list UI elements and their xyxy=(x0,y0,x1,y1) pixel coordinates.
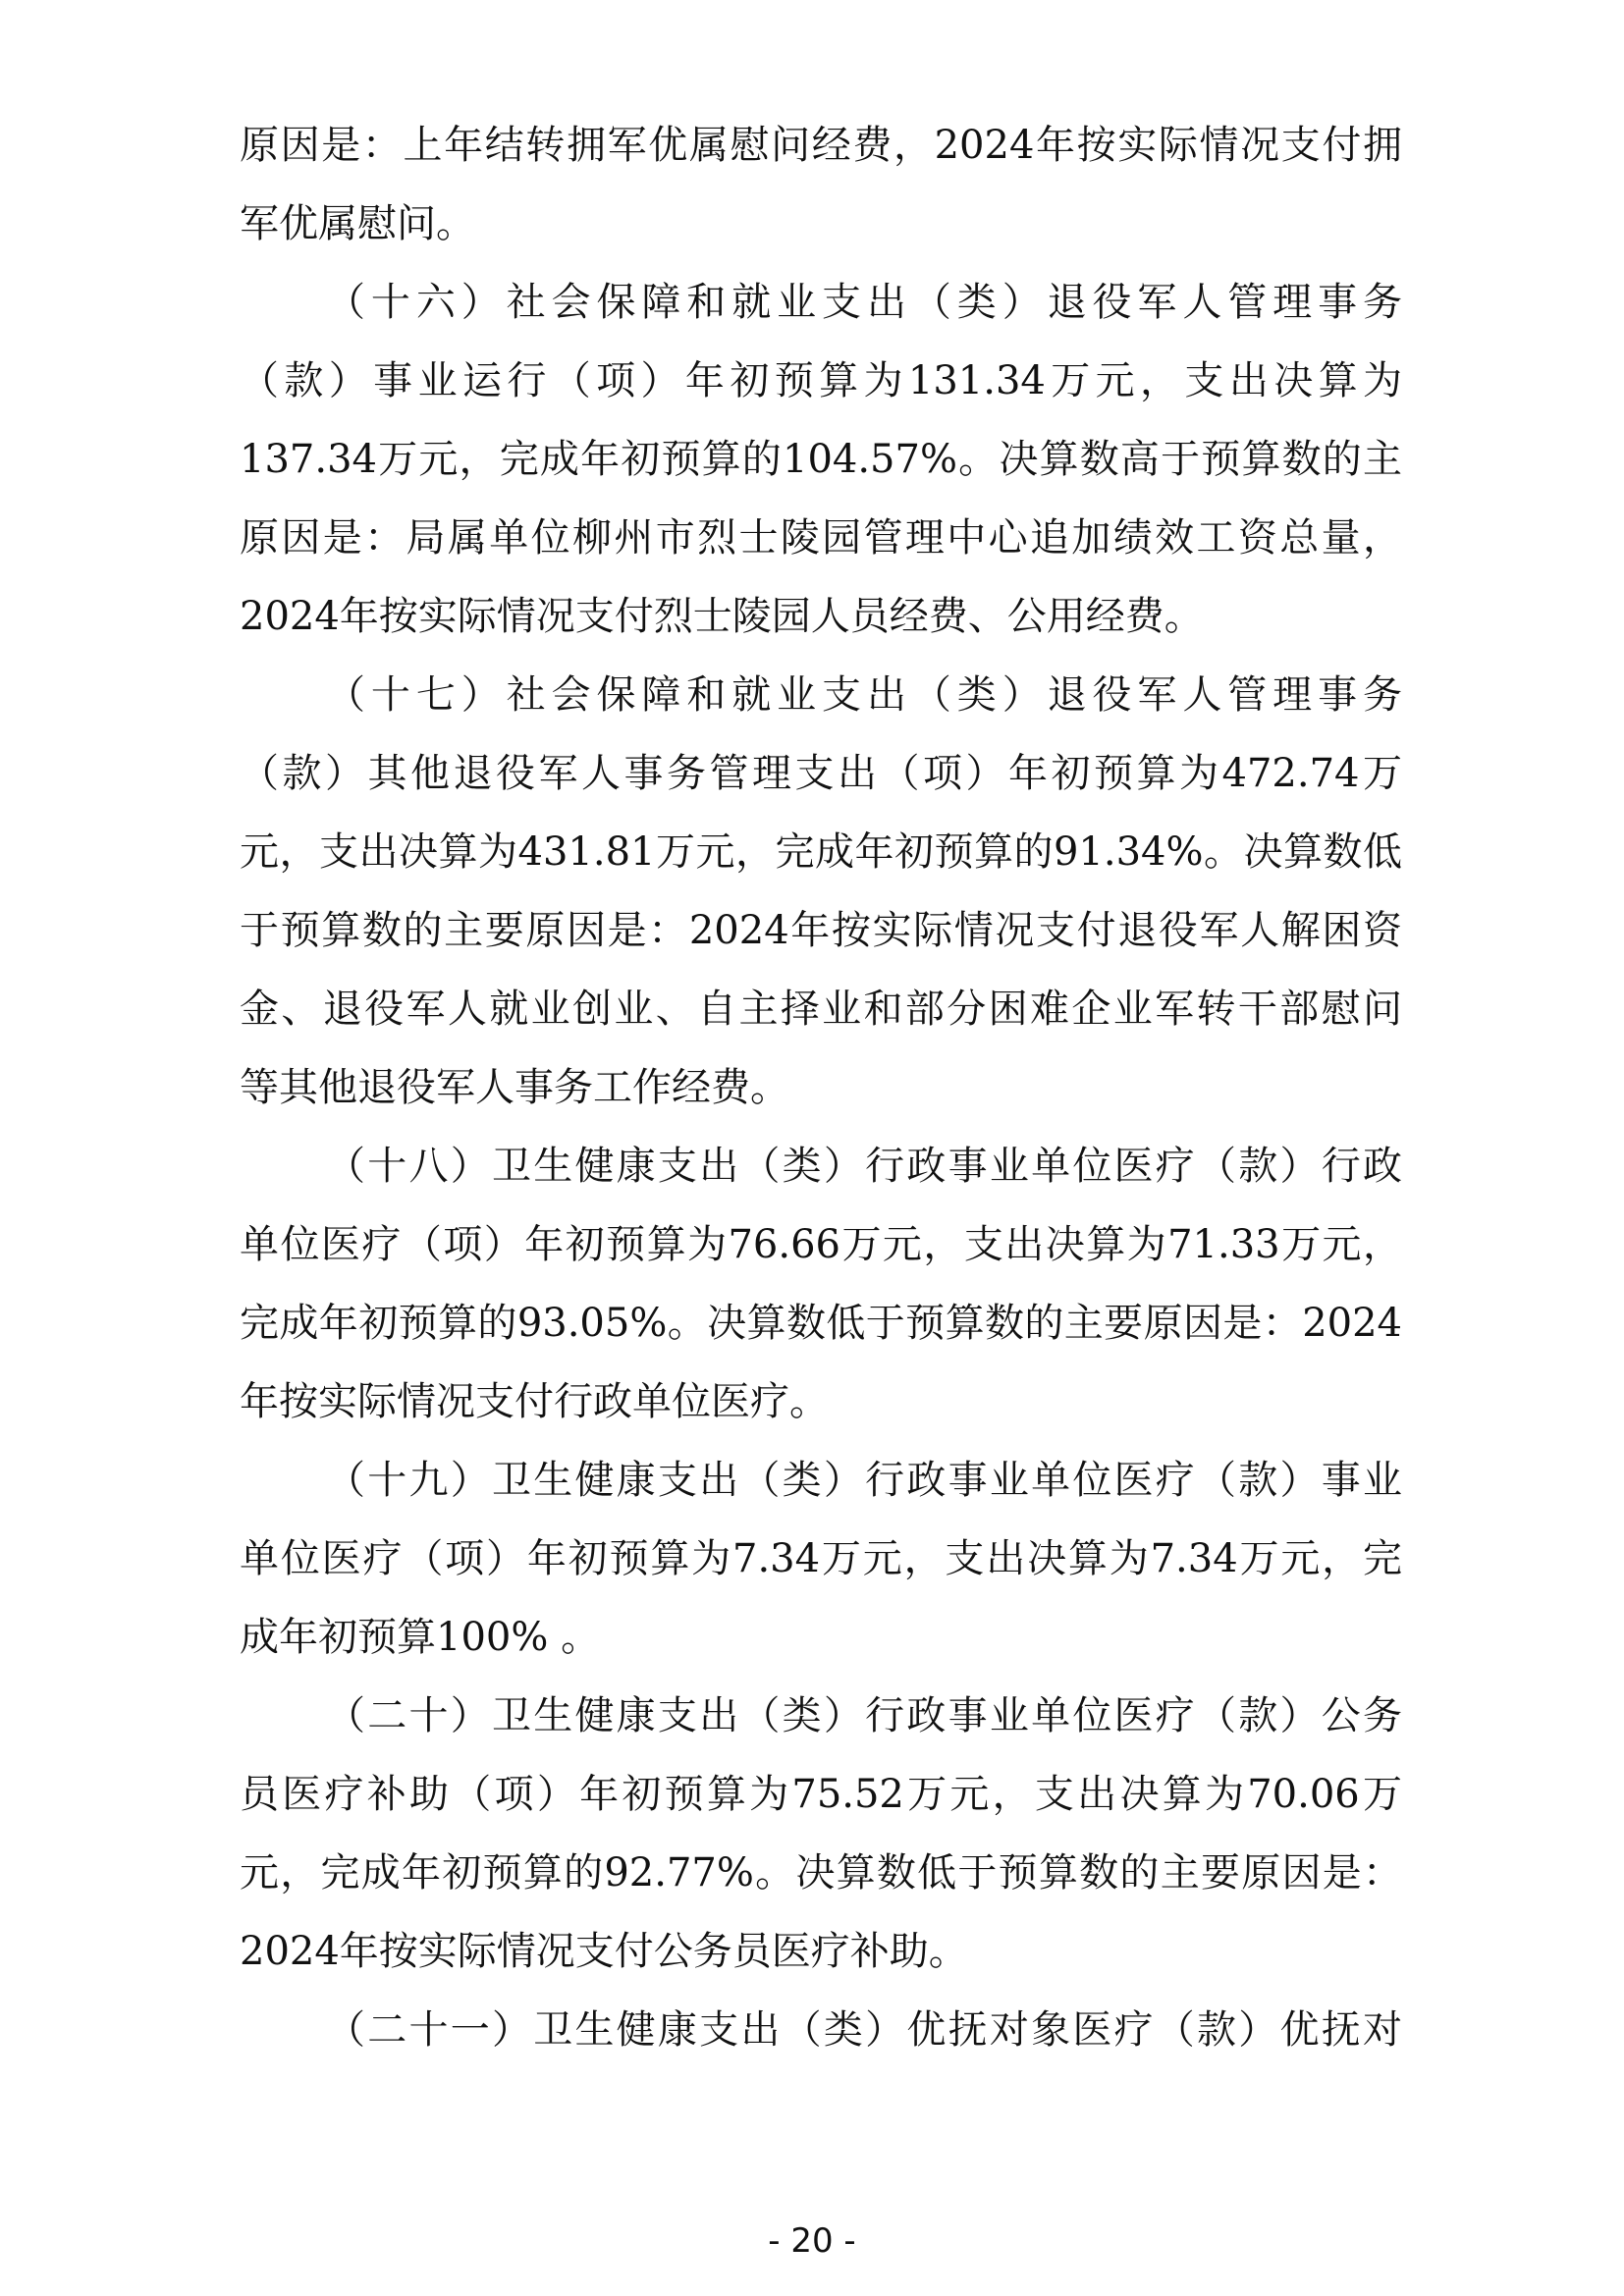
text-line: 员医疗补助（项）年初预算为75.52万元，支出决算为70.06万 xyxy=(240,1772,1402,1817)
text-line: 于预算数的主要原因是：2024年按实际情况支付退役军人解困资 xyxy=(240,908,1402,953)
text-line: 完成年初预算的93.05%。决算数低于预算数的主要原因是：2024 xyxy=(240,1301,1402,1346)
text-line: 金、退役军人就业创业、自主择业和部分困难企业军转干部慰问 xyxy=(240,987,1402,1032)
paragraph-18-line: （十八）卫生健康支出（类）行政事业单位医疗（款）行政 xyxy=(326,1144,1402,1189)
text-line: 元，完成年初预算的92.77%。决算数低于预算数的主要原因是： xyxy=(240,1850,1402,1896)
text-line: 军优属慰问。 xyxy=(240,201,475,246)
text-line: 单位医疗（项）年初预算为7.34万元，支出决算为7.34万元，完 xyxy=(240,1536,1402,1581)
text-line: 原因是：局属单位柳州市烈士陵园管理中心追加绩效工资总量， xyxy=(240,515,1402,561)
paragraph-16-line: （十六）社会保障和就业支出（类）退役军人管理事务 xyxy=(326,280,1402,325)
text-line: 单位医疗（项）年初预算为76.66万元，支出决算为71.33万元， xyxy=(240,1222,1402,1267)
page-number: - 20 - xyxy=(768,2221,856,2261)
paragraph-19-line: （十九）卫生健康支出（类）行政事业单位医疗（款）事业 xyxy=(326,1458,1402,1503)
text-line: 2024年按实际情况支付公务员医疗补助。 xyxy=(240,1929,968,1974)
text-line: 元，支出决算为431.81万元，完成年初预算的91.34%。决算数低 xyxy=(240,829,1402,875)
text-line: （款）事业运行（项）年初预算为131.34万元，支出决算为 xyxy=(240,358,1402,403)
text-line: 原因是：上年结转拥军优属慰问经费，2024年按实际情况支付拥 xyxy=(240,123,1402,168)
text-line: 年按实际情况支付行政单位医疗。 xyxy=(240,1379,829,1424)
body-text xyxy=(240,106,1402,2069)
paragraph-17-line: （十七）社会保障和就业支出（类）退役军人管理事务 xyxy=(326,672,1402,718)
text-line: （款）其他退役军人事务管理支出（项）年初预算为472.74万 xyxy=(240,751,1402,796)
text-line: 成年初预算100% 。 xyxy=(240,1615,601,1660)
text-line: 2024年按实际情况支付烈士陵园人员经费、公用经费。 xyxy=(240,594,1204,639)
paragraph-20-line: （二十）卫生健康支出（类）行政事业单位医疗（款）公务 xyxy=(326,1693,1402,1738)
paragraph-21-line: （二十一）卫生健康支出（类）优抚对象医疗（款）优抚对 xyxy=(326,2007,1402,2053)
text-line: 137.34万元，完成年初预算的104.57%。决算数高于预算数的主 xyxy=(240,437,1402,482)
text-line: 等其他退役军人事务工作经费。 xyxy=(240,1065,789,1110)
